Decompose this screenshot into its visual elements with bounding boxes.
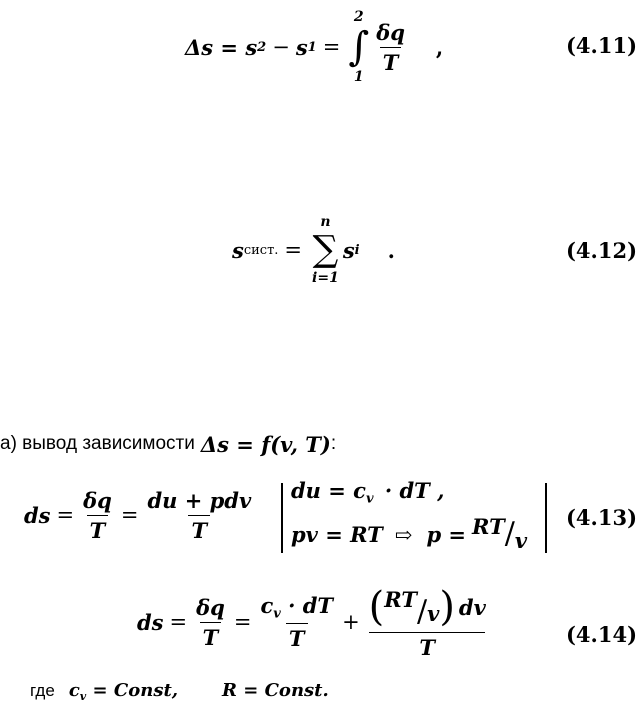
fraction-denominator: T bbox=[188, 515, 210, 543]
implies-arrow: ⇨ bbox=[394, 523, 413, 547]
where-word: где bbox=[30, 681, 55, 700]
eq-4-12-lhs-sub: сист. bbox=[243, 242, 279, 258]
fraction-dq-over-t bbox=[373, 20, 408, 75]
condition-bar-right bbox=[545, 483, 547, 553]
summation-sign: ∑ bbox=[312, 229, 339, 270]
condition-line-1: du = $c_v$ · dT , bbox=[291, 478, 445, 507]
section-heading bbox=[0, 430, 336, 458]
summation-lower-limit: i=1 bbox=[312, 270, 339, 286]
equation-number-4-14: (4.14) bbox=[566, 622, 638, 647]
condition-bar-left bbox=[281, 483, 283, 553]
fraction-du-pdv-over-t bbox=[144, 488, 254, 543]
eq-4-11-s1-sub: 1 bbox=[307, 39, 317, 55]
heading-text: а) вывод зависимости bbox=[0, 433, 195, 454]
eq-4-11-equals: = bbox=[322, 35, 341, 59]
equation-4-11 bbox=[185, 4, 443, 90]
fraction-dq-over-t bbox=[80, 488, 115, 543]
eq-4-12-period: . bbox=[387, 237, 395, 263]
integral-upper-limit: 2 bbox=[353, 9, 364, 25]
eq-4-11-minus: − bbox=[272, 35, 290, 59]
eq-4-12-term: s bbox=[342, 237, 355, 263]
fraction-rt-v-dv-over-t: ( RT / v ) dv T bbox=[368, 584, 486, 660]
heading-formula: Δs = f(v, T) bbox=[200, 431, 331, 457]
summation-upper-limit: n bbox=[320, 214, 331, 230]
fraction-denominator: T bbox=[87, 515, 109, 543]
integral-sign: ∫ bbox=[348, 24, 370, 70]
integral bbox=[348, 9, 369, 85]
integral-lower-limit: 1 bbox=[353, 69, 364, 85]
plus-sign: + bbox=[342, 610, 360, 634]
equation-4-13: ds = $\frac{\delta q}{T}$ = $\frac{\text{du + pdv}}{T}$ bbox=[24, 480, 254, 550]
equation-4-12 bbox=[232, 207, 395, 293]
eq-4-11-s2-sub: 2 bbox=[257, 39, 267, 55]
eq-4-12-term-sub: i bbox=[354, 242, 360, 258]
eq-4-14-lhs: ds bbox=[137, 609, 164, 635]
eq-4-12-lhs: s bbox=[232, 237, 244, 263]
eq-4-12-equals: = bbox=[284, 238, 303, 262]
fraction-denominator: T bbox=[380, 47, 402, 75]
eq-4-11-comma: , bbox=[435, 34, 444, 60]
fraction-dq-over-t: $\frac{\delta q}{T}$ bbox=[196, 594, 225, 650]
equation-4-14: ds = $\frac{\delta q}{T}$ = $\frac{c_v \cdot dT}{T}$ + ( RT / v ) dv T bbox=[137, 582, 489, 662]
fraction-cv-dt-over-t: $\frac{c_v \cdot dT}{T}$ bbox=[260, 592, 334, 652]
summation bbox=[312, 214, 339, 286]
equation-number-4-11: (4.11) bbox=[566, 33, 638, 58]
eq-4-11-s1: s bbox=[295, 34, 308, 60]
equation-number-4-13: (4.13) bbox=[566, 505, 638, 530]
fraction-numerator: δq bbox=[83, 487, 112, 513]
eq-4-11-lhs: Δs = s bbox=[185, 34, 258, 60]
heading-colon: : bbox=[330, 433, 337, 454]
equation-number-4-12: (4.12) bbox=[566, 238, 638, 263]
condition-line-2: pv = RT ⇨ p = RT / v bbox=[291, 514, 528, 553]
fraction-numerator: δq bbox=[376, 19, 405, 45]
where-line: где $c_v$ = Const, R = Const. bbox=[30, 680, 329, 703]
eq-4-13-lhs: ds bbox=[24, 502, 51, 528]
fraction-numerator: du + pdv bbox=[147, 487, 252, 513]
